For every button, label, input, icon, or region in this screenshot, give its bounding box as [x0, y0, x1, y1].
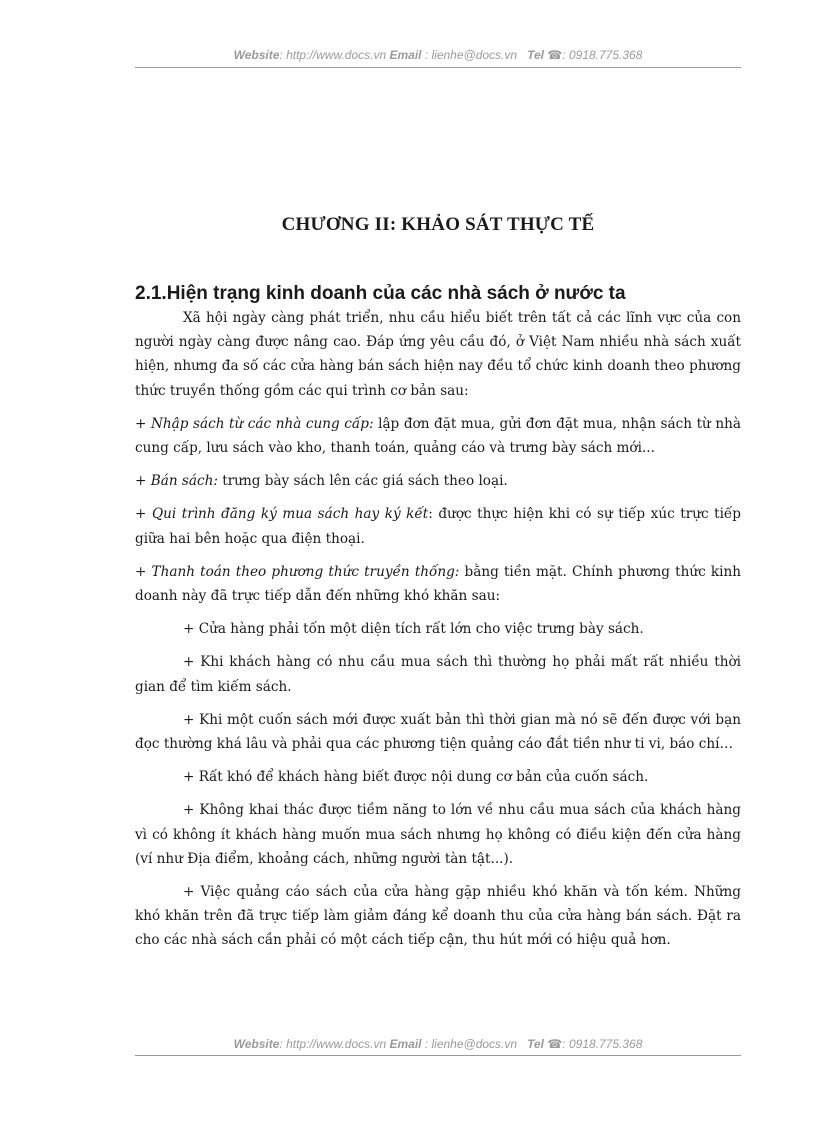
website-url: : http://www.docs.vn	[279, 48, 387, 62]
intro-paragraph: Xã hội ngày càng phát triển, nhu cầu hiểu biết trên tất cả các lĩnh vực của con người ngày càng được nâng cao. Đáp ứng yêu cầu đó, ở Việt Nam nhiều nhà sách xuất hiện, nhưng đa số các cửa hàng bán sách hiện nay đều tổ chức kinh doanh theo phương thức truyền thống gồm các qui trình cơ bản sau:	[135, 310, 741, 399]
page-header	[135, 48, 741, 62]
difficulty-item: + Khi một cuốn sách mới được xuất bản thì thời gian mà nó sẽ đến được với bạn đọc thường khá lâu và phải qua các phương tiện quảng cáo đắt tiền như ti vi, báo chí…	[135, 711, 741, 753]
email-label: Email	[389, 48, 422, 62]
process-term: Nhập sách từ các nhà cung cấp:	[150, 415, 374, 432]
tel-value: : 0918.775.368	[562, 48, 643, 62]
email-value: : lienhe@docs.vn	[421, 1037, 518, 1051]
difficulty-item: + Cửa hàng phải tốn một diện tích rất lớn cho việc trưng bày sách.	[183, 621, 644, 638]
difficulty-item: + Việc quảng cáo sách của cửa hàng gặp nhiều khó khăn và tốn kém. Những khó khăn trên đã trực tiếp làm giảm đáng kể doanh thu của cửa hàng bán sách. Đặt ra cho các nhà sách cần phải có một cách tiếp cận, thu hút mới có hiệu quả hơn.	[135, 884, 741, 949]
website-label: Website	[233, 48, 280, 62]
section-title: 2.1.Hiện trạng kinh doanh của các nhà sách ở nước ta	[135, 283, 626, 304]
page-footer	[135, 1037, 741, 1051]
process-item-order: + Qui trình đăng ký mua sách hay ký kết: được thực hiện khi có sự tiếp xúc trực tiếp giữa hai bên hoặc qua điện thoại.	[135, 506, 741, 547]
process-item-import: + Nhập sách từ các nhà cung cấp: lập đơn đặt mua, gửi đơn đặt mua, nhận sách từ nhà cung cấp, lưu sách vào kho, thanh toán, quảng cáo và trưng bày sách mới...	[135, 415, 741, 457]
difficulty-item: + Rất khó để khách hàng biết được nội dung cơ bản của cuốn sách.	[183, 769, 649, 786]
process-item-sell: + Bán sách: trưng bày sách lên các giá sách theo loại.	[135, 473, 508, 490]
tel-label: Tel	[527, 48, 544, 62]
website-label: Website	[233, 1037, 280, 1051]
process-term: Thanh toán theo phương thức truyền thống:	[151, 563, 460, 580]
tel-label: Tel	[527, 1037, 544, 1051]
chapter-title: CHƯƠNG II: KHẢO SÁT THỰC TẾ	[281, 214, 595, 235]
website-url: : http://www.docs.vn	[279, 1037, 387, 1051]
process-term: Qui trình đăng ký mua sách hay ký kết	[151, 506, 429, 523]
footer-rule	[135, 1055, 741, 1056]
phone-icon: ☎	[547, 1037, 563, 1051]
process-item-payment: + Thanh toán theo phương thức truyền thống: bằng tiền mặt. Chính phương thức kinh doanh này đã trực tiếp dẫn đến những khó khăn sau:	[135, 563, 741, 605]
phone-icon: ☎	[547, 48, 563, 62]
difficulty-item: + Không khai thác được tiềm năng to lớn về nhu cầu mua sách của khách hàng vì có không ít khách hàng muốn mua sách nhưng họ không có điều kiện đến cửa hàng (ví như Địa điểm, khoảng cách, những người tàn tật...).	[135, 802, 741, 867]
tel-value: : 0918.775.368	[562, 1037, 643, 1051]
email-value: : lienhe@docs.vn	[421, 48, 518, 62]
email-label: Email	[389, 1037, 422, 1051]
header-rule	[135, 67, 741, 68]
process-term: Bán sách:	[150, 473, 218, 490]
difficulty-item: + Khi khách hàng có nhu cầu mua sách thì thường họ phải mất rất nhiều thời gian để tìm kiếm sách.	[135, 654, 741, 695]
body-text	[135, 306, 741, 962]
